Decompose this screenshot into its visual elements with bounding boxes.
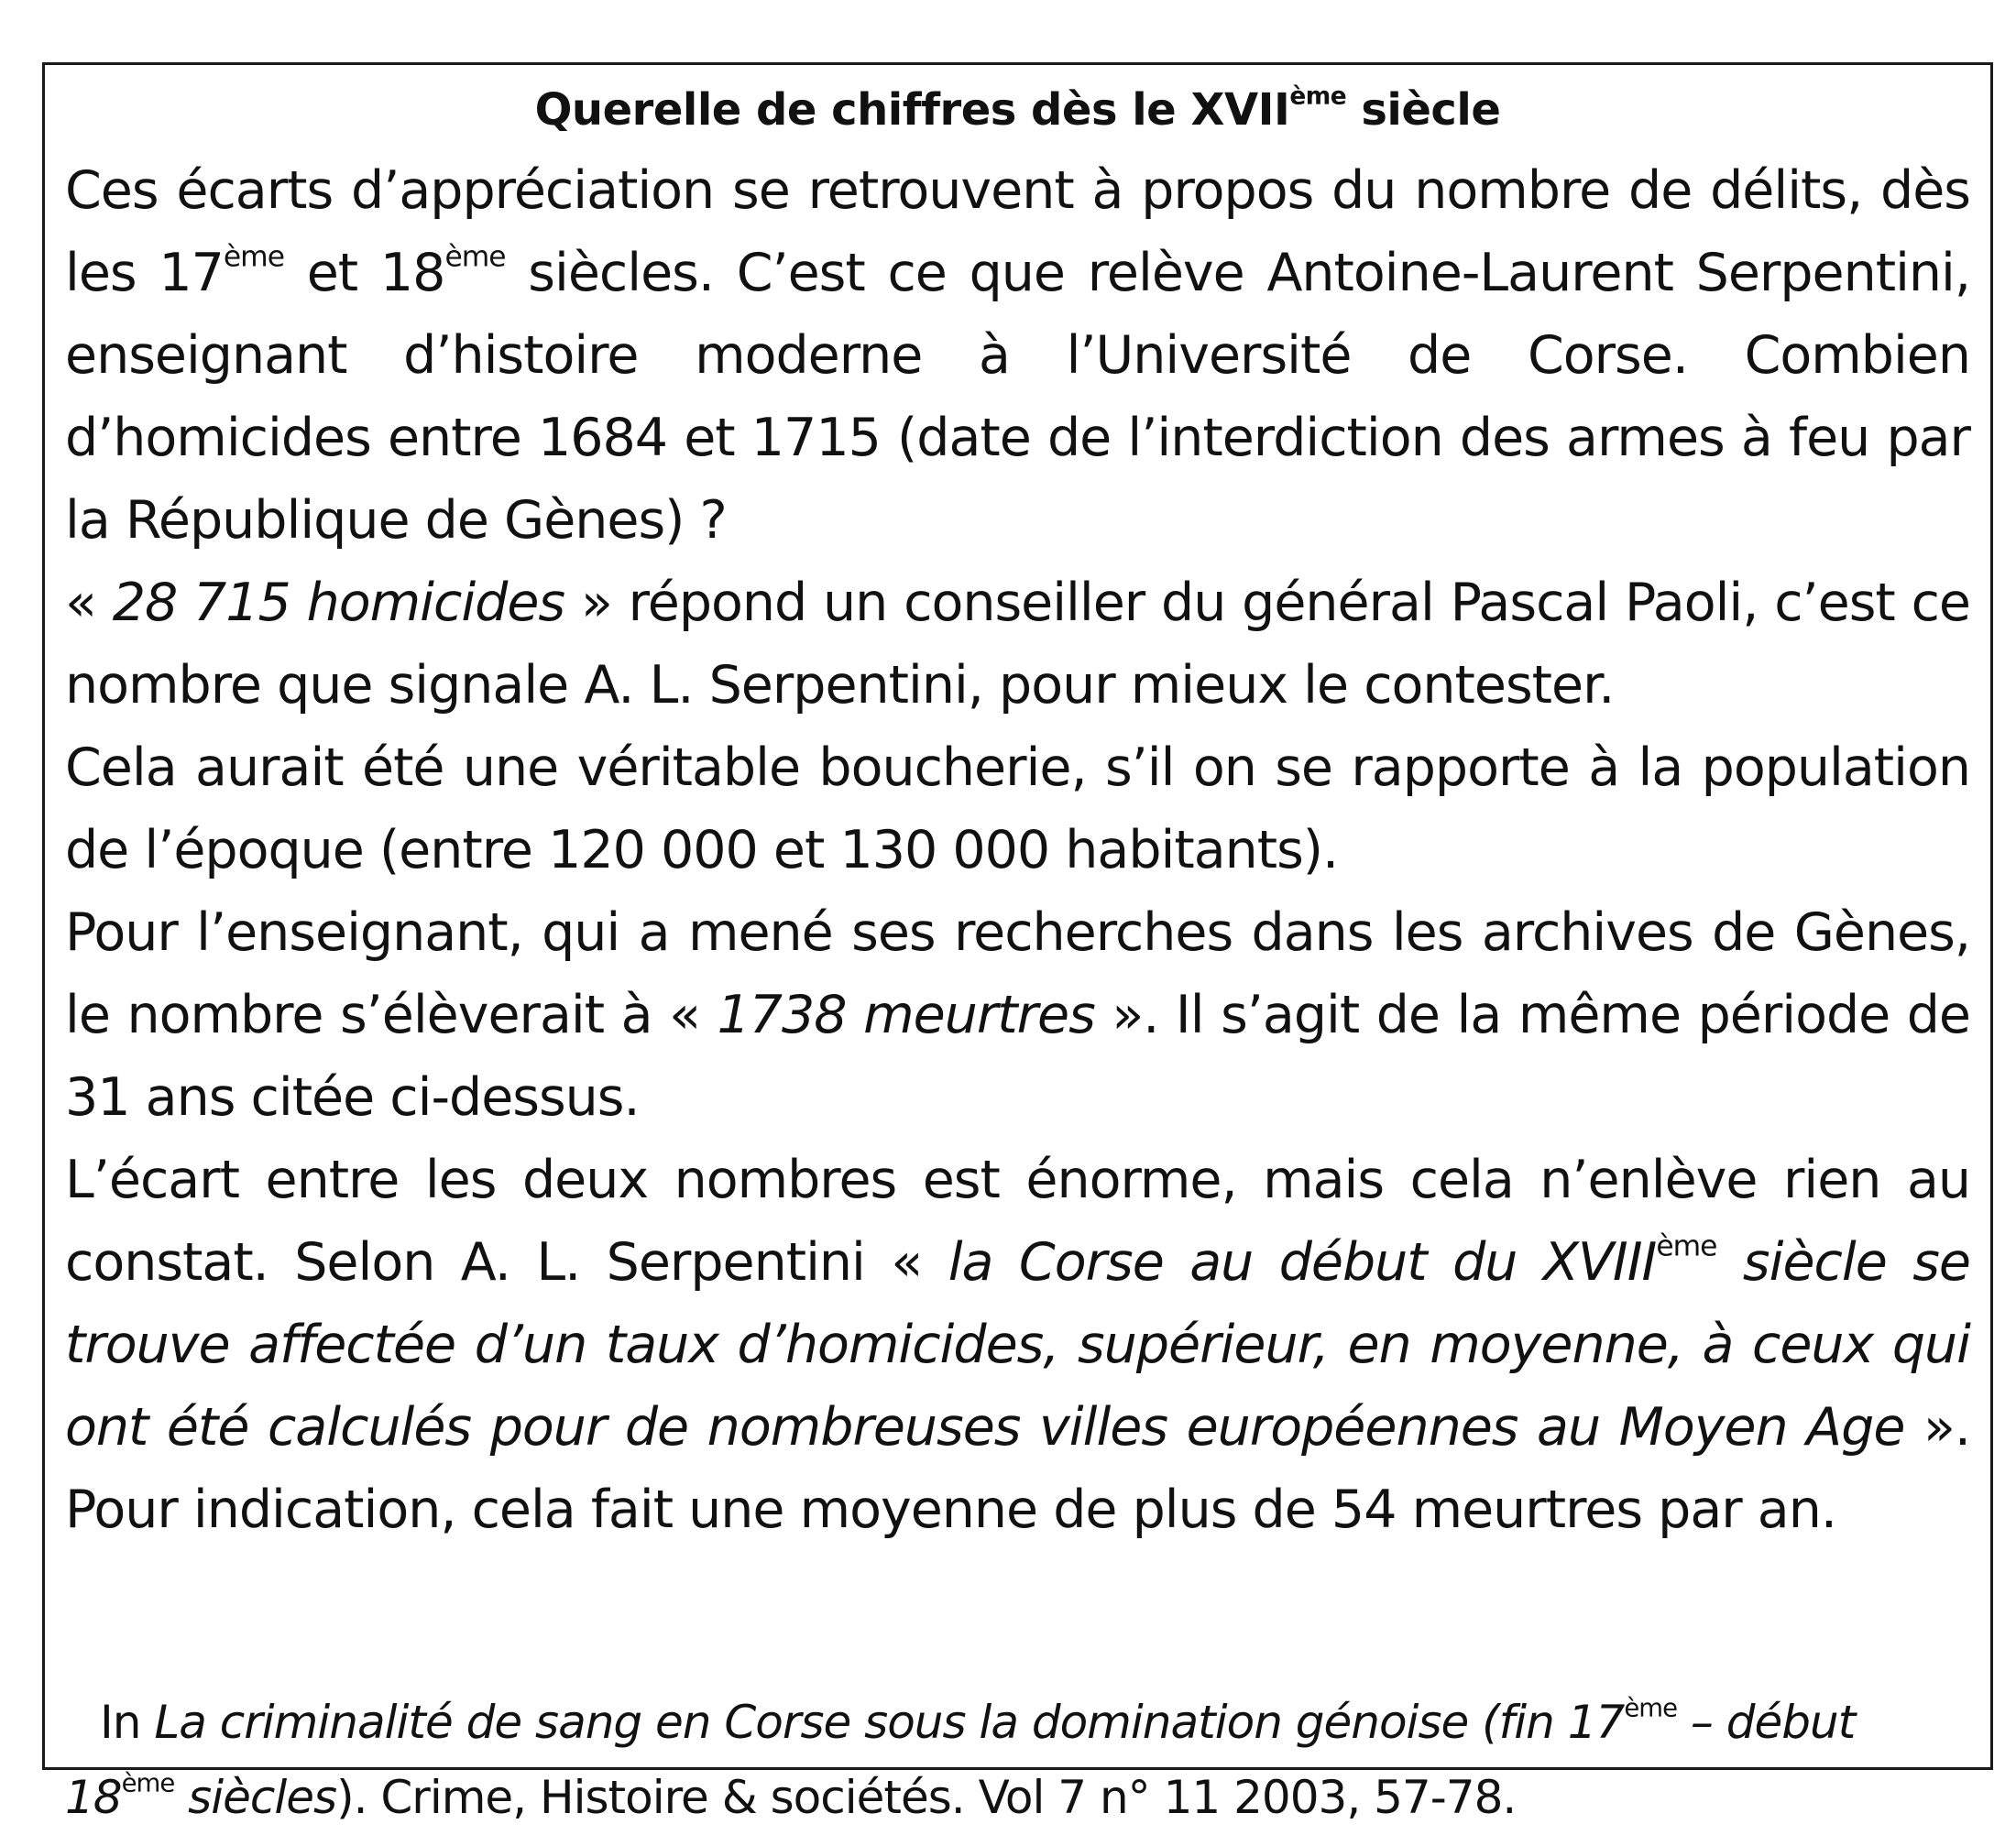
ref-italic-3: siècles (174, 1771, 337, 1824)
ref-text-2: ). Crime, Histoire & sociétés. Vol 7 n° 11 2003, 57-78. (336, 1771, 1517, 1824)
paragraph-2 (65, 562, 1970, 726)
paragraph-1 (65, 149, 1970, 562)
title-text-tail: siècle (1346, 84, 1501, 136)
p5-italic-1: la Corse au début du XVIII (948, 1232, 1657, 1293)
p5-sup-1: ème (1656, 1229, 1717, 1263)
p1-text-1: Ces écarts d’appréciation se retrouvent à propos du nombre de délits, dès les 17 (65, 160, 1970, 303)
text-box (42, 62, 1993, 1824)
ref-sup-1: ème (1624, 1693, 1678, 1723)
p4-text-1: Pour l’enseignant, qui a mené ses recherches dans les archives de Gènes, le nombre s’élèverait à « (65, 902, 1970, 1045)
paragraph-5 (65, 1139, 1970, 1551)
ref-italic-2: – début 18 (65, 1696, 1856, 1824)
p5-text-2: ». Pour indication, cela fait une moyenne de plus de 54 meurtres par an. (65, 1397, 1970, 1540)
title-superscript: ème (1289, 82, 1347, 111)
p2-italic-1: 28 715 homicides (112, 573, 565, 633)
ref-italic-1: La criminalité de sang en Corse sous la domination génoise (fin 17 (154, 1696, 1625, 1749)
p2-text-1: « (65, 573, 113, 633)
body-text (65, 149, 1970, 1551)
title-text: Querelle de chiffres dès le XVII (534, 84, 1290, 136)
p4-text-2: ». Il s’agit de la même période de 31 ans citée ci-dessus. (65, 985, 1970, 1128)
paragraph-3 (65, 726, 1970, 891)
p5-italic-2: siècle se trouve affectée d’un taux d’homicides, supérieur, en moyenne, à ceux qui ont été calculés pour de nombreuses villes européennes au Moyen Age (65, 1232, 1970, 1458)
ref-sup-2: ème (121, 1768, 175, 1798)
paragraph-4 (65, 891, 1970, 1139)
p2-text-2: » répond un conseiller du général Pascal Paoli, c’est ce nombre que signale A. L. Serpentini, pour mieux le contester. (65, 573, 1970, 715)
ref-text-1: In (100, 1696, 155, 1749)
p1-sup-2: ème (444, 240, 506, 274)
box-title (45, 82, 1990, 138)
p1-text-2: et 18 (284, 243, 445, 303)
p1-sup-1: ème (223, 240, 284, 274)
reference-citation (65, 1685, 1954, 1835)
p5-text-1: L’écart entre les deux nombres est énorme, mais cela n’enlève rien au constat. Selon A. L. Serpentini « (65, 1150, 1970, 1293)
p4-italic-1: 1738 meurtres (717, 985, 1095, 1045)
p3-text-1: Cela aurait été une véritable boucherie, s’il on se rapporte à la population de l’époque (entre 120 000 et 130 000 habitants). (65, 737, 1970, 880)
p1-text-3: siècles. C’est ce que relève Antoine-Laurent Serpentini, enseignant d’histoire moderne à l’Université de Corse. Combien d’homicides entre 1684 et 1715 (date de l’interdiction des armes à feu par la République de Gènes) ? (65, 243, 1970, 551)
